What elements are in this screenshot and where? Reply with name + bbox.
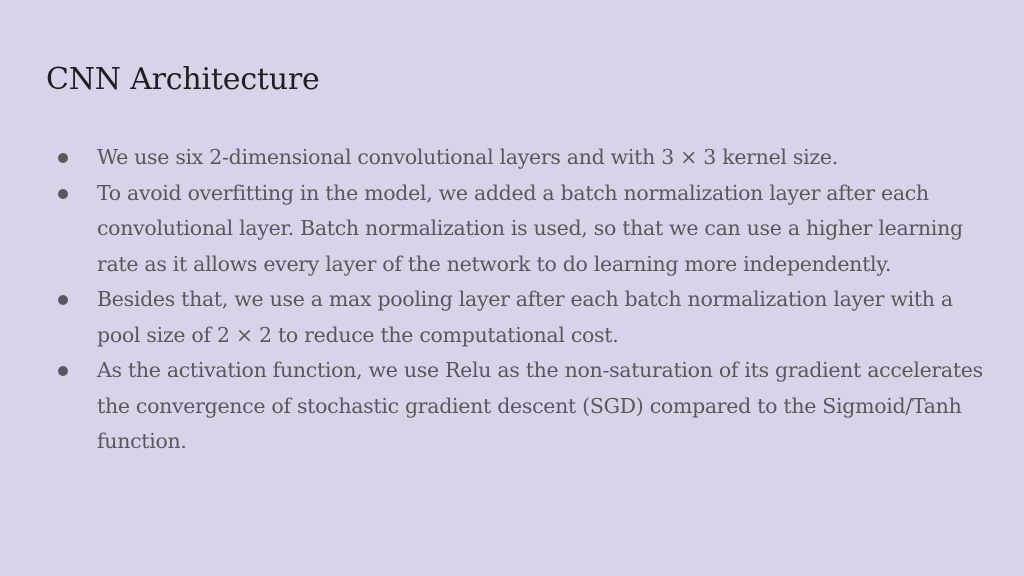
bullet-icon xyxy=(58,153,68,163)
bullet-icon xyxy=(58,295,68,305)
bullet-text-3: Besides that, we use a max pooling layer after each batch normalization layer with a pool size of 2 × 2 to reduce the computational cost. xyxy=(97,287,953,347)
bullet-item-2 xyxy=(58,176,988,283)
bullet-item-4 xyxy=(58,353,988,460)
bullet-icon xyxy=(58,189,68,199)
bullet-icon xyxy=(58,366,68,376)
bullet-item-3 xyxy=(58,282,988,353)
bullet-text-2: To avoid overfitting in the model, we added a batch normalization layer after each convolutional layer. Batch normalization is used, so that we can use a higher learning rate as it allows every layer of the network to do learning more independently. xyxy=(97,180,963,276)
bullet-text-4: As the activation function, we use Relu as the non-saturation of its gradient accelerates the convergence of stochastic gradient descent (SGD) compared to the Sigmoid/Tanh function. xyxy=(97,358,983,453)
slide-title: CNN Architecture xyxy=(46,62,320,97)
bullet-text-1: We use six 2-dimensional convolutional layers and with 3 × 3 kernel size. xyxy=(97,145,838,169)
bullet-list xyxy=(58,140,988,460)
bullet-item-1 xyxy=(58,140,988,176)
